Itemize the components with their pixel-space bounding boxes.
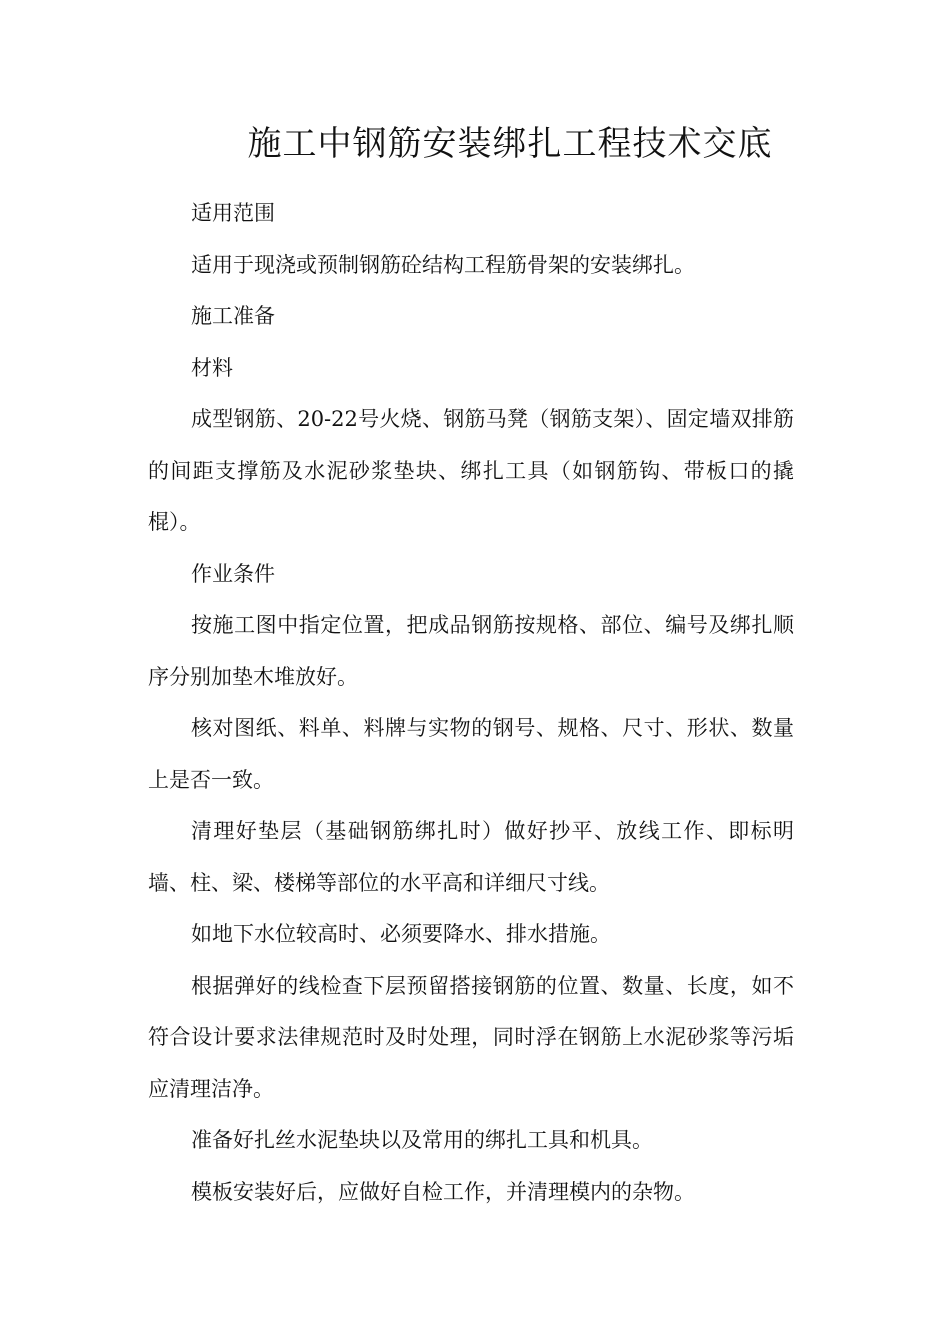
paragraph-scope: 适用于现浇或预制钢筋砼结构工程筋骨架的安装绑扎。 bbox=[191, 252, 695, 277]
paragraph-materials: 成型钢筋、20-22号火烧、钢筋马凳（钢筋支架）、固定墙双排筋的间距支撑筋及水泥砂浆垫块、绑扎工具（如钢筋钩、带板口的撬棍）。 bbox=[148, 407, 794, 534]
paragraph-condition-6: 准备好扎丝水泥垫块以及常用的绑扎工具和机具。 bbox=[191, 1128, 653, 1152]
paragraph-condition-2: 核对图纸、料单、料牌与实物的钢号、规格、尺寸、形状、数量上是否一致。 bbox=[148, 716, 794, 792]
section-heading-preparation: 施工准备 bbox=[191, 304, 275, 328]
section-heading-scope: 适用范围 bbox=[191, 201, 275, 225]
paragraph-condition-1: 按施工图中指定位置，把成品钢筋按规格、部位、编号及绑扎顺序分别加垫木堆放好。 bbox=[148, 613, 794, 689]
subheading-work-conditions: 作业条件 bbox=[191, 561, 275, 586]
paragraph-condition-7: 模板安装好后，应做好自检工作，并清理模内的杂物。 bbox=[191, 1179, 695, 1204]
paragraph-condition-5: 根据弹好的线检查下层预留搭接钢筋的位置、数量、长度，如不符合设计要求法律规范时及时处理，同时浮在钢筋上水泥砂浆等污垢应清理洁净。 bbox=[148, 973, 794, 1101]
subheading-materials: 材料 bbox=[191, 355, 233, 380]
paragraph-condition-4: 如地下水位较高时、必须要降水、排水措施。 bbox=[191, 922, 611, 946]
paragraph-condition-3: 清理好垫层（基础钢筋绑扎时）做好抄平、放线工作、即标明墙、柱、梁、楼梯等部位的水平高和详细尺寸线。 bbox=[148, 819, 794, 895]
document-title: 施工中钢筋安装绑扎工程技术交底 bbox=[247, 124, 773, 164]
document-body bbox=[148, 188, 794, 1218]
